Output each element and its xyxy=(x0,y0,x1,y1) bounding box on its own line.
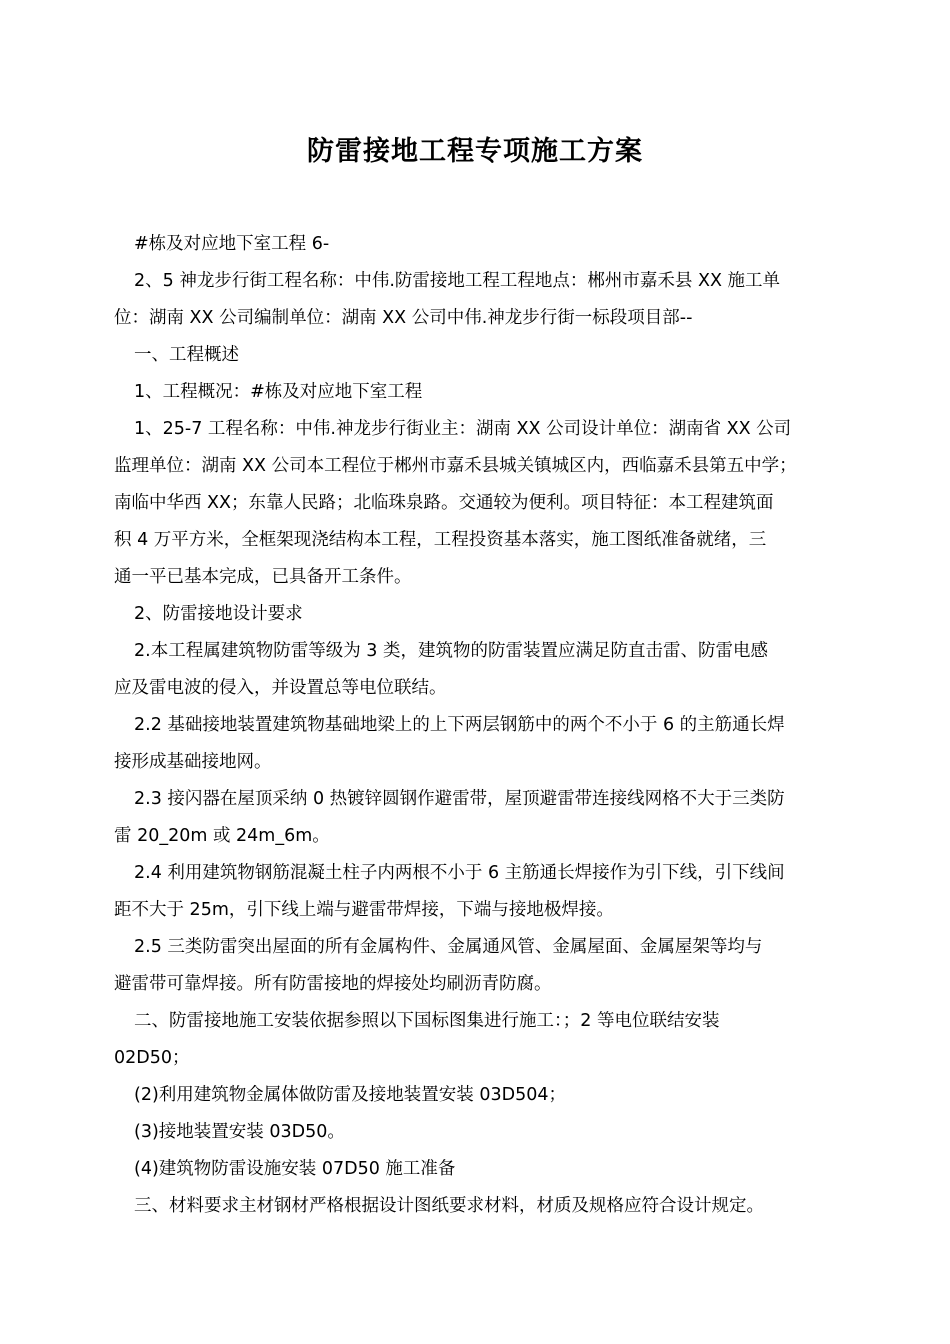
body-line: 距不大于 25m，引下线上端与避雷带焊接，下端与接地极焊接。 xyxy=(114,900,614,920)
body-line: 通一平已基本完成，已具备开工条件。 xyxy=(114,567,412,587)
body-line: 位：湖南 XX 公司编制单位：湖南 XX 公司中伟.神龙步行街一标段项目部-- xyxy=(114,308,693,328)
body-line: 02D50； xyxy=(114,1048,190,1068)
body-line: 雷 20_20m 或 24m_6m。 xyxy=(114,826,330,846)
body-line: #栋及对应地下室工程 6- xyxy=(134,234,330,254)
body-line: 避雷带可靠焊接。所有防雷接地的焊接处均刷沥青防腐。 xyxy=(114,974,552,994)
body-line: 接形成基础接地网。 xyxy=(114,752,272,772)
section-heading: 一、工程概述 xyxy=(134,345,239,365)
body-line: 2、5 神龙步行街工程名称：中伟.防雷接地工程工程地点：郴州市嘉禾县 XX 施工单 xyxy=(134,271,780,291)
body-line: 1、25-7 工程名称：中伟.神龙步行街业主：湖南 XX 公司设计单位：湖南省 XX 公司 xyxy=(134,419,792,439)
list-item: (2)利用建筑物金属体做防雷及接地装置安装 03D504； xyxy=(134,1085,566,1105)
document-title: 防雷接地工程专项施工方案 xyxy=(307,136,643,167)
body-line: 2.本工程属建筑物防雷等级为 3 类，建筑物的防雷装置应满足防直击雷、防雷电感 xyxy=(134,641,768,661)
body-line: 2.3 接闪器在屋顶采纳 0 热镀锌圆钢作避雷带，屋顶避雷带连接线网格不大于三类防 xyxy=(134,789,785,809)
body-line: 1、工程概况：#栋及对应地下室工程 xyxy=(134,382,423,402)
document-body xyxy=(114,226,840,1225)
body-line: 2.2 基础接地装置建筑物基础地梁上的上下两层钢筋中的两个不小于 6 的主筋通长焊 xyxy=(134,715,785,735)
section-heading: 2、防雷接地设计要求 xyxy=(134,604,303,624)
list-item: (3)接地装置安装 03D50。 xyxy=(134,1122,345,1142)
body-line: 监理单位：湖南 XX 公司本工程位于郴州市嘉禾县城关镇城区内，西临嘉禾县第五中学； xyxy=(114,456,797,476)
body-line: 南临中华西 XX；东靠人民路；北临珠泉路。交通较为便利。项目特征：本工程建筑面 xyxy=(114,493,774,513)
body-line: 2.5 三类防雷突出屋面的所有金属构件、金属通风管、金属屋面、金属屋架等均与 xyxy=(134,937,763,957)
section-heading: 三、材料要求主材钢材严格根据设计图纸要求材料，材质及规格应符合设计规定。 xyxy=(134,1196,764,1216)
section-heading: 二、防雷接地施工安装依据参照以下国标图集进行施工：；2 等电位联结安装 xyxy=(134,1011,720,1031)
body-line: 2.4 利用建筑物钢筋混凝土柱子内两根不小于 6 主筋通长焊接作为引下线，引下线间 xyxy=(134,863,785,883)
body-line: 应及雷电波的侵入，并设置总等电位联结。 xyxy=(114,678,447,698)
body-line: 积 4 万平方米，全框架现浇结构本工程，工程投资基本落实，施工图纸准备就绪，三 xyxy=(114,530,767,550)
list-item: (4)建筑物防雷设施安装 07D50 施工准备 xyxy=(134,1159,456,1179)
